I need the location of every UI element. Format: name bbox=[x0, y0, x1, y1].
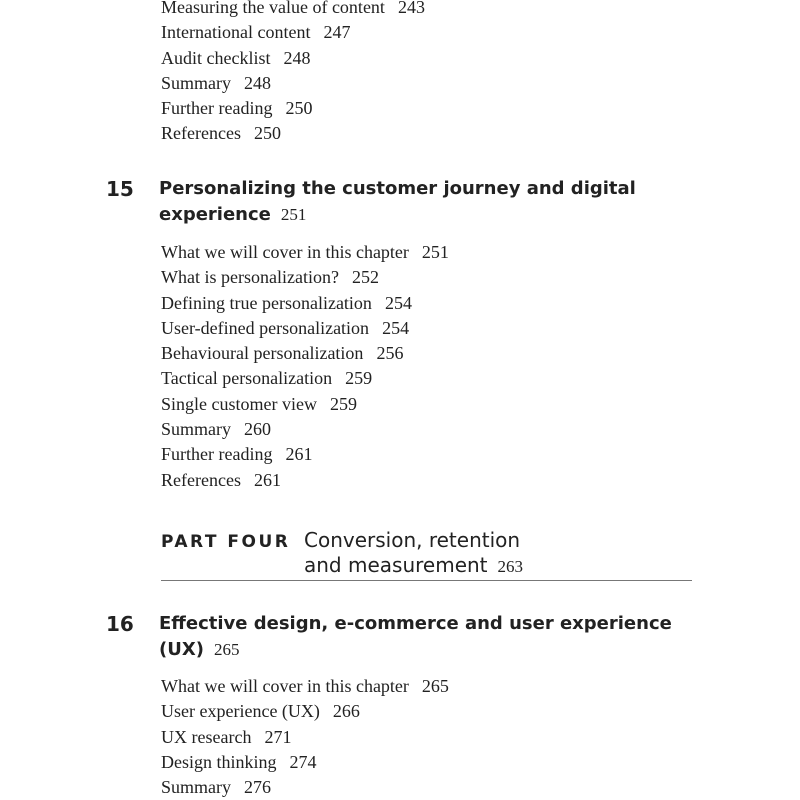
entry-title: Summary bbox=[161, 777, 231, 798]
toc-entry bbox=[161, 392, 449, 417]
part-title-line-2-text: and measurement bbox=[304, 553, 488, 577]
chapter-title-line-2-text: (UX) bbox=[159, 639, 204, 660]
entry-page: 250 bbox=[285, 98, 313, 119]
chapter-title bbox=[159, 611, 679, 663]
toc-entry bbox=[161, 265, 449, 290]
entry-page: 243 bbox=[397, 0, 425, 17]
entry-page: 247 bbox=[323, 22, 351, 43]
entry-title: Behavioural personalization bbox=[161, 343, 364, 364]
toc-previous-chapter-entries bbox=[161, 0, 425, 147]
entry-title: Summary bbox=[161, 72, 231, 93]
entry-page: 265 bbox=[421, 676, 449, 696]
chapter-title-line-2-text: experience bbox=[159, 204, 271, 225]
toc-entry bbox=[161, 442, 449, 467]
entry-page: 259 bbox=[345, 368, 373, 389]
part-label: PART FOUR bbox=[161, 532, 291, 552]
chapter-title-line-1: Personalizing the customer journey and digital bbox=[159, 178, 636, 199]
entry-title: Defining true personalization bbox=[161, 292, 372, 313]
entry-title: User experience (UX) bbox=[161, 701, 320, 722]
toc-entry bbox=[161, 417, 449, 442]
chapter-title-line-1: Effective design, e-commerce and user experience bbox=[159, 613, 672, 634]
toc-chapter-16-entries bbox=[161, 674, 449, 800]
entry-page: 248 bbox=[244, 72, 271, 93]
entry-page: 271 bbox=[264, 726, 292, 747]
toc-entry bbox=[161, 46, 425, 71]
chapter-title-line-2 bbox=[159, 202, 679, 228]
entry-title: Single customer view bbox=[161, 393, 317, 414]
entry-page: 260 bbox=[244, 419, 271, 440]
toc-entry bbox=[161, 341, 449, 366]
toc-entry bbox=[161, 71, 425, 96]
entry-page: 259 bbox=[329, 393, 357, 414]
entry-title: Further reading bbox=[161, 98, 273, 119]
chapter-page: 265 bbox=[213, 640, 240, 659]
toc-entry bbox=[161, 20, 425, 45]
entry-title: Audit checklist bbox=[161, 47, 271, 68]
entry-page: 251 bbox=[421, 242, 449, 262]
toc-entry bbox=[161, 725, 449, 750]
part-title bbox=[304, 528, 604, 579]
toc-entry bbox=[161, 366, 449, 391]
entry-page: 254 bbox=[384, 292, 412, 313]
toc-chapter-15-entries bbox=[161, 240, 449, 493]
entry-page: 252 bbox=[351, 267, 379, 288]
entry-title: Design thinking bbox=[161, 751, 277, 772]
part-title-line-1: Conversion, retention bbox=[304, 528, 521, 552]
chapter-page: 251 bbox=[280, 205, 307, 224]
toc-entry bbox=[161, 121, 425, 146]
entry-page: 256 bbox=[376, 343, 404, 364]
entry-page: 276 bbox=[244, 777, 271, 798]
part-four-heading bbox=[161, 528, 692, 581]
part-title-line-2 bbox=[304, 553, 604, 579]
toc-entry bbox=[161, 468, 449, 493]
chapter-title-line-2 bbox=[159, 637, 679, 663]
toc-entry bbox=[161, 750, 449, 775]
entry-title: Further reading bbox=[161, 444, 273, 465]
entry-title: What is personalization? bbox=[161, 267, 339, 288]
entry-title: Summary bbox=[161, 419, 231, 440]
entry-page: 250 bbox=[253, 123, 281, 144]
entry-title: What we will cover in this chapter bbox=[161, 242, 409, 262]
toc-entry bbox=[161, 291, 449, 316]
chapter-title bbox=[159, 176, 679, 228]
entry-title: What we will cover in this chapter bbox=[161, 676, 409, 696]
entry-page: 261 bbox=[285, 444, 313, 465]
toc-entry bbox=[161, 0, 425, 20]
part-page: 263 bbox=[497, 557, 524, 576]
entry-title: User-defined personalization bbox=[161, 317, 370, 338]
toc-entry bbox=[161, 316, 449, 341]
entry-title: References bbox=[161, 469, 241, 490]
toc-entry bbox=[161, 699, 449, 724]
entry-page: 274 bbox=[289, 751, 317, 772]
toc-entry bbox=[161, 240, 449, 265]
entry-page: 254 bbox=[382, 317, 410, 338]
entry-title: Measuring the value of content bbox=[161, 0, 385, 17]
toc-entry bbox=[161, 674, 449, 699]
chapter-number: 15 bbox=[106, 177, 134, 201]
entry-title: Tactical personalization bbox=[161, 368, 333, 389]
entry-title: References bbox=[161, 123, 241, 144]
entry-title: UX research bbox=[161, 726, 252, 747]
entry-page: 248 bbox=[283, 47, 311, 68]
entry-title: International content bbox=[161, 22, 311, 43]
entry-page: 266 bbox=[332, 701, 360, 722]
entry-page: 261 bbox=[253, 469, 281, 490]
chapter-number: 16 bbox=[106, 612, 134, 636]
toc-entry bbox=[161, 96, 425, 121]
toc-entry bbox=[161, 775, 449, 800]
